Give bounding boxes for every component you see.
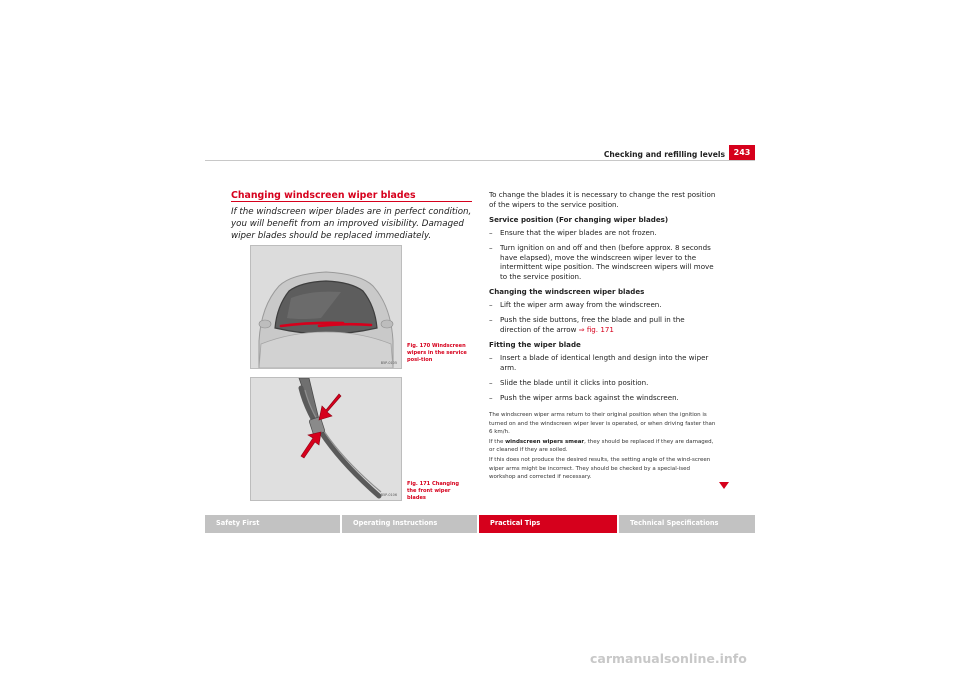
list-item: – Turn ignition on and off and then (before approx. 8 seconds have elapsed), move the windscreen wiper lever to the intermittent wipe position. The windscreen wipers will move to the service position. [489,242,714,282]
page-number: 243 [729,145,755,160]
figure-170-caption: Fig. 170 Windscreen wipers in the service posi-tion [407,343,467,363]
figure-171-caption: Fig. 171 Changing the front wiper blades [407,481,460,501]
running-header-title: Checking and refilling levels [603,150,725,159]
figure-171-changing-wiper-blade [250,377,402,501]
tab-practical-tips[interactable]: Practical Tips [479,515,617,533]
car-windscreen-illustration [251,246,401,368]
intro-paragraph: To change the blades it is necessary to change the rest position of the wipers to the service position. [489,190,716,209]
list-item: – Insert a blade of identical length and design into the wiper arm. [489,352,709,372]
watermark-text: carmanualsonline.info [590,651,747,666]
changing-blades-heading: Changing the windscreen wiper blades [489,287,645,297]
continue-arrow-icon [719,482,729,489]
list-item: – Push the side buttons, free the blade and pull in the direction of the arrow ⇒ fig. 171 [489,315,685,334]
tab-technical-specifications[interactable]: Technical Specifications [619,515,755,533]
note-paragraph: If the windscreen wipers smear, they should be replaced if they are damaged, or cleaned if they are soiled. [489,439,714,454]
list-item: – Lift the wiper arm away from the windscreen. [489,300,662,310]
figure-code: B5P-0105 [380,361,397,365]
figure-170-wipers-service-position [250,245,402,369]
section-title-underline [231,201,472,202]
section-intro: If the windscreen wiper blades are in perfect condition, you will benefit from an improved visibility. Damaged wiper blades should be replaced immediately. [231,207,472,241]
figure-code: B5P-0106 [380,493,397,497]
fitting-blade-heading: Fitting the wiper blade [489,339,581,349]
wiper-blade-illustration [251,378,401,500]
instructions-column [489,190,717,483]
note-paragraph: If this does not produce the desired results, the setting angle of the wind-screen wiper arms might be incorrect. They should be checked by a special-ised workshop and corrected if necessary. [489,457,711,480]
list-item: – Slide the blade until it clicks into position. [489,377,649,387]
service-position-heading: Service position (For changing wiper blades) [489,214,669,224]
header-divider [205,160,755,161]
tab-operating-instructions[interactable]: Operating Instructions [342,515,477,533]
section-title: Changing windscreen wiper blades [231,190,416,201]
note-paragraph: The windscreen wiper arms return to their original position when the ignition is turned on and the windscreen wiper lever is operated, or when driving faster than 6 km/h. [489,412,716,435]
tab-safety-first[interactable]: Safety First [205,515,340,533]
list-item: – Push the wiper arms back against the windscreen. [489,392,679,402]
list-item: – Ensure that the wiper blades are not frozen. [489,227,657,237]
figure-reference-link[interactable]: ⇒ fig. 171 [578,324,614,334]
